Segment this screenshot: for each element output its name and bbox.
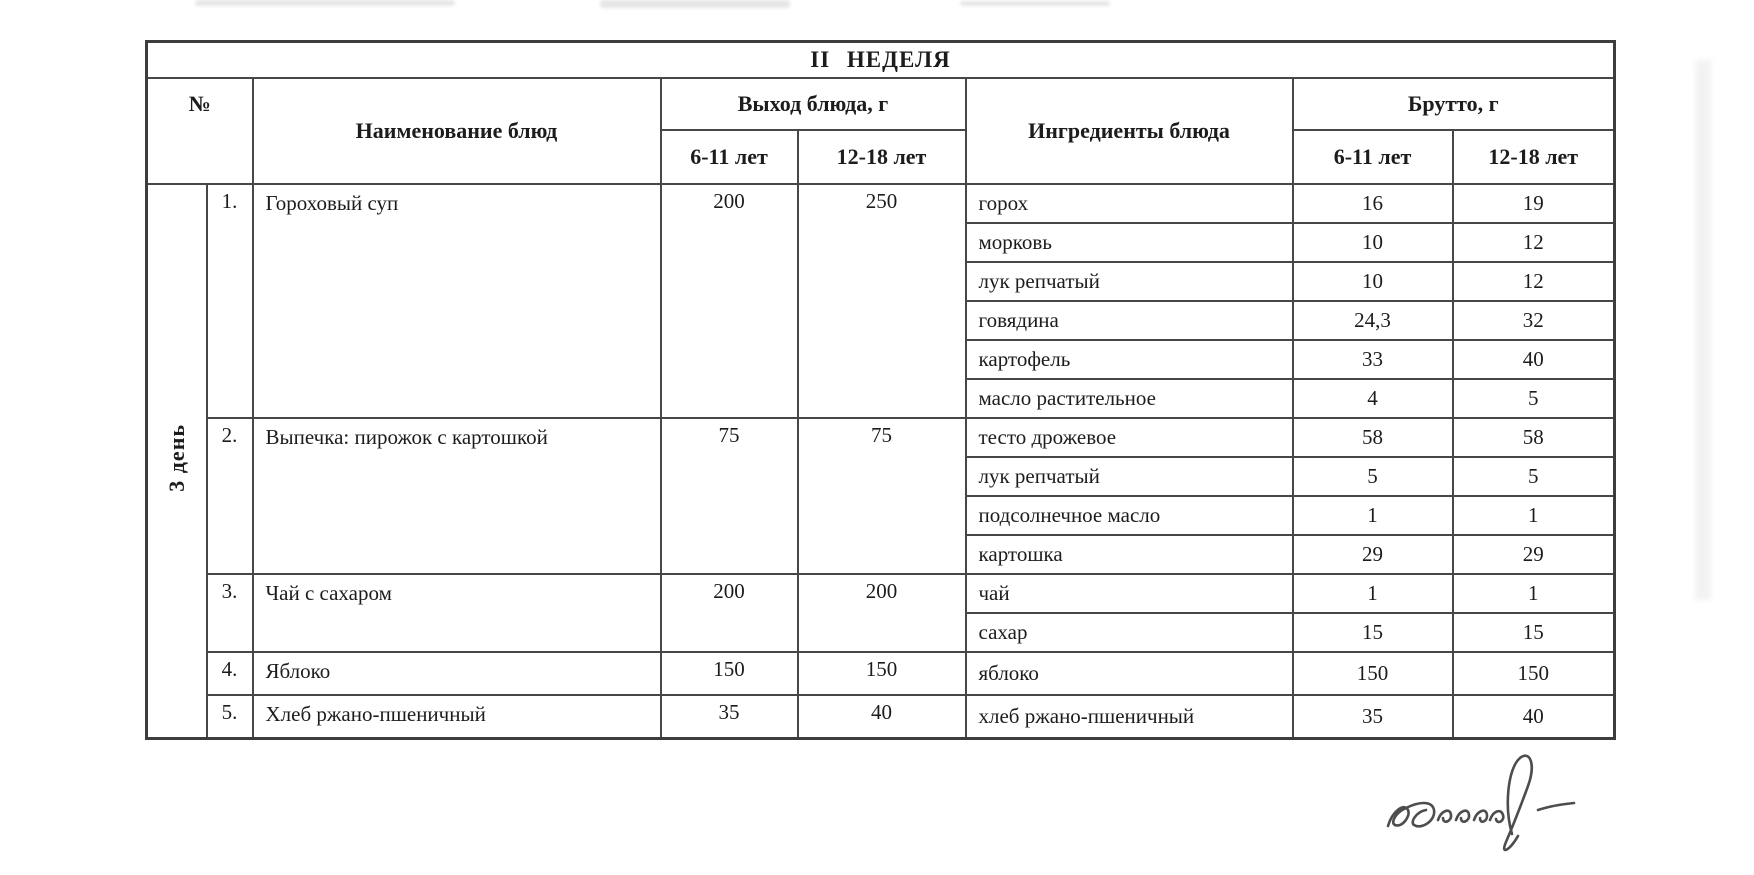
ingredient-name-cell: чай — [966, 574, 1293, 613]
scan-artifact — [960, 1, 1110, 6]
dish-number-cell: 5. — [207, 695, 253, 739]
output-value-6-11-cell: 75 — [661, 418, 798, 574]
brutto-value-6-11-cell: 1 — [1293, 496, 1453, 535]
ingredient-name-cell: хлеб ржано-пшеничный — [966, 695, 1293, 739]
table-row — [147, 184, 1615, 223]
col-header-output-age-young: 6-11 лет — [661, 130, 798, 184]
brutto-value-12-18-cell: 1 — [1453, 574, 1615, 613]
ingredient-name-cell: горох — [966, 184, 1293, 223]
week-title: II НЕДЕЛЯ — [147, 42, 1615, 79]
brutto-value-12-18-cell: 19 — [1453, 184, 1615, 223]
brutto-value-12-18-cell: 29 — [1453, 535, 1615, 574]
weekly-menu-table — [145, 40, 1616, 740]
table-row — [147, 574, 1615, 613]
brutto-value-12-18-cell: 40 — [1453, 695, 1615, 739]
brutto-value-12-18-cell: 1 — [1453, 496, 1615, 535]
dish-number-cell: 1. — [207, 184, 253, 418]
output-value-12-18-cell: 150 — [798, 652, 966, 695]
ingredient-name-cell: лук репчатый — [966, 457, 1293, 496]
ingredient-name-cell: сахар — [966, 613, 1293, 652]
brutto-value-6-11-cell: 150 — [1293, 652, 1453, 695]
col-header-brutto-age-old: 12-18 лет — [1453, 130, 1615, 184]
brutto-value-6-11-cell: 29 — [1293, 535, 1453, 574]
ingredient-name-cell: лук репчатый — [966, 262, 1293, 301]
output-value-6-11-cell: 150 — [661, 652, 798, 695]
dish-name-cell: Чай с сахаром — [253, 574, 661, 652]
brutto-value-12-18-cell: 150 — [1453, 652, 1615, 695]
brutto-value-12-18-cell: 5 — [1453, 457, 1615, 496]
dish-name-cell: Выпечка: пирожок с картошкой — [253, 418, 661, 574]
output-value-6-11-cell: 200 — [661, 574, 798, 652]
dish-number-cell: 4. — [207, 652, 253, 695]
col-header-output-age-old: 12-18 лет — [798, 130, 966, 184]
ingredient-name-cell: тесто дрожевое — [966, 418, 1293, 457]
scan-artifact — [1695, 60, 1711, 600]
brutto-value-12-18-cell: 12 — [1453, 262, 1615, 301]
output-value-6-11-cell: 35 — [661, 695, 798, 739]
handwritten-signature-icon — [1372, 742, 1634, 864]
brutto-value-12-18-cell: 58 — [1453, 418, 1615, 457]
ingredient-name-cell: говядина — [966, 301, 1293, 340]
table-row — [147, 418, 1615, 457]
output-value-12-18-cell: 75 — [798, 418, 966, 574]
table-row — [147, 652, 1615, 695]
brutto-value-6-11-cell: 33 — [1293, 340, 1453, 379]
brutto-value-6-11-cell: 1 — [1293, 574, 1453, 613]
col-header-brutto-age-young: 6-11 лет — [1293, 130, 1453, 184]
dish-number-cell: 2. — [207, 418, 253, 574]
brutto-value-12-18-cell: 15 — [1453, 613, 1615, 652]
col-header-brutto-group: Брутто, г — [1293, 78, 1615, 130]
ingredient-name-cell: подсолнечное масло — [966, 496, 1293, 535]
dish-number-cell: 3. — [207, 574, 253, 652]
brutto-value-6-11-cell: 16 — [1293, 184, 1453, 223]
brutto-value-12-18-cell: 32 — [1453, 301, 1615, 340]
col-header-dish-name: Наименование блюд — [253, 78, 661, 184]
table-row — [147, 695, 1615, 739]
dish-name-cell: Гороховый суп — [253, 184, 661, 418]
scan-artifact — [600, 0, 790, 8]
brutto-value-6-11-cell: 15 — [1293, 613, 1453, 652]
brutto-value-6-11-cell: 35 — [1293, 695, 1453, 739]
output-value-12-18-cell: 200 — [798, 574, 966, 652]
ingredient-name-cell: картофель — [966, 340, 1293, 379]
dish-name-cell: Хлеб ржано-пшеничный — [253, 695, 661, 739]
ingredient-name-cell: картошка — [966, 535, 1293, 574]
ingredient-name-cell: масло растительное — [966, 379, 1293, 418]
brutto-value-6-11-cell: 5 — [1293, 457, 1453, 496]
dish-name-cell: Яблоко — [253, 652, 661, 695]
brutto-value-6-11-cell: 10 — [1293, 223, 1453, 262]
col-header-output-group: Выход блюда, г — [661, 78, 966, 130]
table-row — [147, 42, 1615, 79]
table-row — [147, 78, 1615, 130]
ingredient-name-cell: морковь — [966, 223, 1293, 262]
brutto-value-12-18-cell: 5 — [1453, 379, 1615, 418]
output-value-12-18-cell: 40 — [798, 695, 966, 739]
col-header-ingredients: Ингредиенты блюда — [966, 78, 1293, 184]
brutto-value-6-11-cell: 58 — [1293, 418, 1453, 457]
brutto-value-6-11-cell: 24,3 — [1293, 301, 1453, 340]
output-value-12-18-cell: 250 — [798, 184, 966, 418]
day-cell — [147, 184, 207, 739]
ingredient-name-cell: яблоко — [966, 652, 1293, 695]
brutto-value-6-11-cell: 4 — [1293, 379, 1453, 418]
col-header-number: № — [147, 78, 253, 184]
day-label: 3 день — [163, 424, 189, 492]
output-value-6-11-cell: 200 — [661, 184, 798, 418]
brutto-value-6-11-cell: 10 — [1293, 262, 1453, 301]
brutto-value-12-18-cell: 12 — [1453, 223, 1615, 262]
brutto-value-12-18-cell: 40 — [1453, 340, 1615, 379]
scan-artifact — [195, 0, 455, 6]
